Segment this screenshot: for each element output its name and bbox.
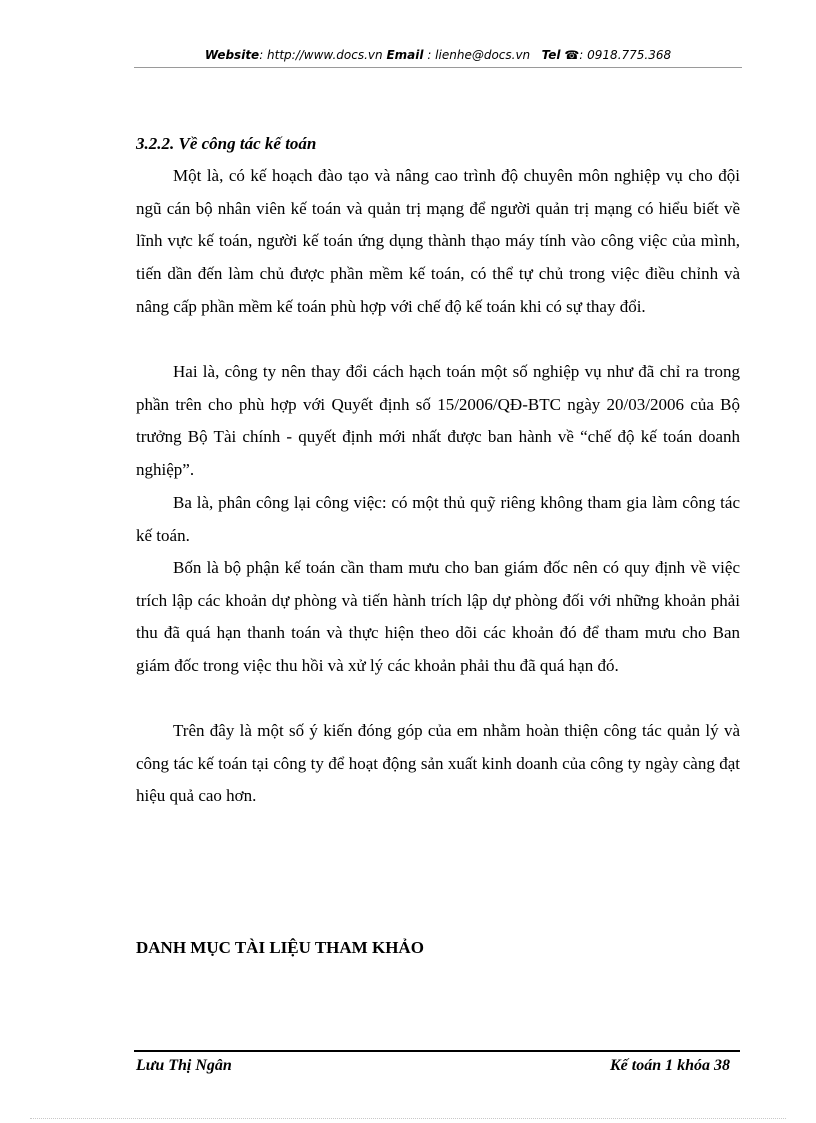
footer-author: Lưu Thị Ngân [136, 1057, 232, 1074]
tel-label: Tel [541, 48, 561, 62]
page-bottom-border [30, 1118, 786, 1119]
phone-icon: ☎ [564, 48, 580, 62]
email-label: Email [386, 48, 424, 62]
bibliography-heading: DANH MỤC TÀI LIỆU THAM KHẢO [136, 938, 424, 957]
header-divider [134, 67, 742, 68]
paragraph-4: Bốn là bộ phận kế toán cần tham mưu cho ban giám đốc nên có quy định về việc trích lập các khoản dự phòng và tiến hành trích lập dự phòng đối với những khoản phải thu đã quá hạn thanh toán và thực hiện theo dõi các khoản đó để tham mưu cho Ban giám đốc trong việc thu hồi và xử lý các khoản phải thu đã quá hạn đó. [136, 558, 740, 676]
tel-value: : 0918.775.368 [579, 48, 672, 62]
page-header [134, 48, 742, 62]
footer-course: Kế toán 1 khóa 38 [609, 1057, 730, 1074]
website-label: Website [204, 48, 260, 62]
paragraph-2: Hai là, công ty nên thay đổi cách hạch toán một số nghiệp vụ như đã chỉ ra trong phần trên cho phù hợp với Quyết định số 15/2006/QĐ-BTC ngày 20/03/2006 của Bộ trưởng Bộ Tài chính - quyết định mới nhất được ban hành về “chế độ kế toán doanh nghiệp”. [136, 362, 740, 480]
email-value: : lienhe@docs.vn [427, 48, 531, 62]
paragraph-3: Ba là, phân công lại công việc: có một thủ quỹ riêng không tham gia làm công tác kế toán. [136, 493, 740, 545]
footer-divider [134, 1050, 740, 1052]
section-title: 3.2.2. Về công tác kế toán [136, 134, 317, 153]
paragraph-5: Trên đây là một số ý kiến đóng góp của em nhằm hoàn thiện công tác quản lý và công tác kế toán tại công ty để hoạt động sản xuất kinh doanh của công ty ngày càng đạt hiệu quả cao hơn. [136, 721, 740, 806]
paragraph-1: Một là, có kế hoạch đào tạo và nâng cao trình độ chuyên môn nghiệp vụ cho đội ngũ cán bộ nhân viên kế toán và quản trị mạng để người quản trị mạng có hiểu biết về lĩnh vực kế toán, người kế toán ứng dụng thành thạo máy tính vào công việc của mình, tiến dần đến làm chủ được phần mềm kế toán, có thể tự chủ trong việc điều chỉnh và nâng cấp phần mềm kế toán phù hợp với chế độ kế toán khi có sự thay đổi. [136, 166, 740, 316]
website-value: : http://www.docs.vn [259, 48, 383, 62]
